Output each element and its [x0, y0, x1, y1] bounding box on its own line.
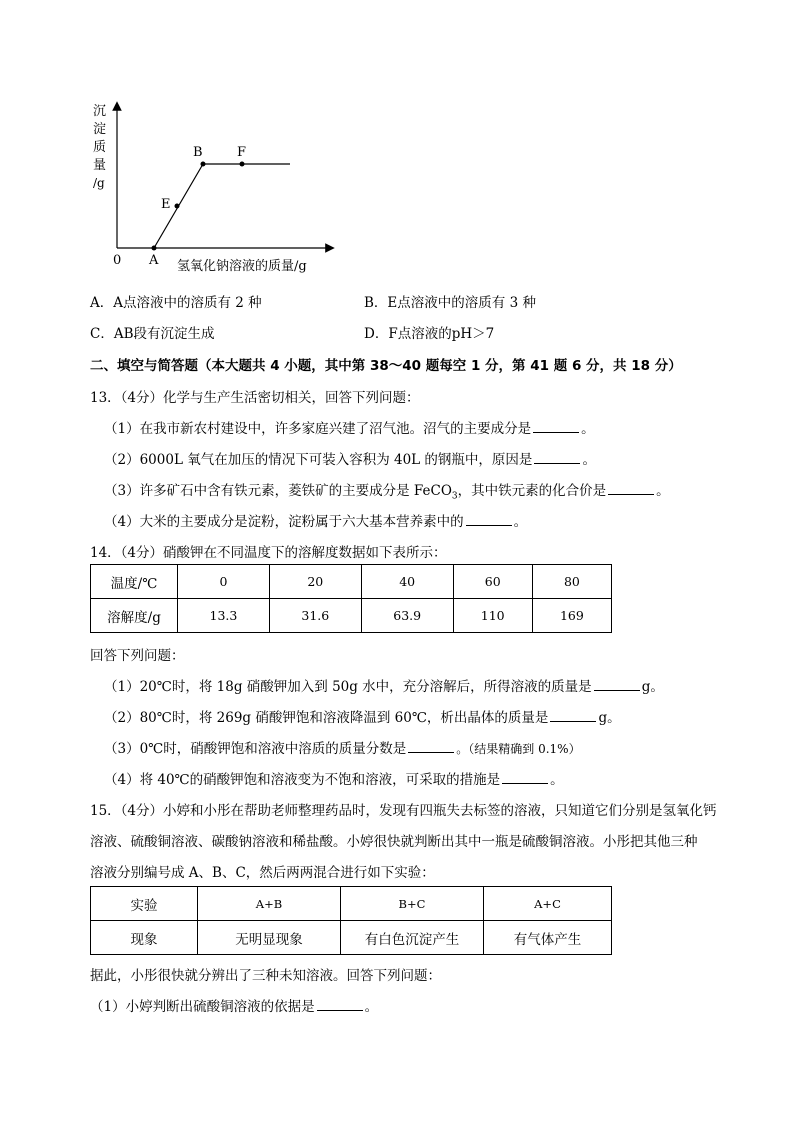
q14-part1: [104, 675, 664, 695]
answer-blank[interactable]: [408, 740, 454, 753]
answer-blank[interactable]: [594, 678, 640, 691]
table-row: [91, 599, 612, 633]
answer-blank[interactable]: [502, 771, 548, 784]
answer-blank[interactable]: [550, 709, 596, 722]
q13-part4-end: 。: [513, 514, 528, 530]
q13-part3-end: 。: [656, 483, 670, 499]
table-cell: 现象: [91, 921, 198, 955]
table-cell: 110: [453, 599, 532, 633]
point-f-label: F: [237, 145, 247, 160]
answer-blank[interactable]: [533, 420, 579, 433]
answer-blank[interactable]: [534, 451, 580, 464]
q15-line1: 15．（4分）小婷和小彤在帮助老师整理药品时，发现有四瓶失去标签的溶液，只知道它们分别是氢氧化钙: [90, 803, 717, 819]
point-b-label: B: [193, 145, 203, 160]
q13-part2-text: （2）6000L 氧气在加压的情况下可装入容积为 40L 的钢瓶中，原因是: [104, 452, 533, 468]
q14-part3: [104, 737, 581, 757]
x-axis-label: 氢氧化钠溶液的质量/g: [177, 259, 307, 274]
q14-part2-text: （2）80℃时，将 269g 硝酸钾饱和溶液降温到 60℃，析出晶体的质量是: [104, 710, 549, 726]
table-cell: 有气体产生: [484, 921, 612, 955]
q15-after: 据此，小彤很快就分辨出了三种未知溶液。回答下列问题：: [90, 968, 441, 984]
q15-line2: 溶液、硫酸铜溶液、碳酸钠溶液和稀盐酸。小婷很快就判断出其中一瓶是硫酸铜溶液。小彤把其他三种: [90, 834, 698, 850]
q13-part1: [104, 417, 595, 437]
table-cell: B+C: [341, 887, 484, 921]
q14-part4-end: 。: [550, 772, 564, 788]
q14-part3-text: （3）0℃时，硝酸钾饱和溶液中溶质的质量分数是: [104, 741, 407, 757]
y-axis-label-3: 质: [93, 140, 107, 155]
q13-part1-end: 。: [581, 421, 595, 437]
table-cell: 31.6: [269, 599, 361, 633]
q13-part3-subscript: 3: [451, 491, 458, 502]
origin-label: 0: [113, 253, 122, 268]
q13-stem: 13．（4分）化学与生产生活密切相关，回答下列问题：: [90, 390, 420, 406]
q14-part4: [104, 768, 564, 788]
q14-part4-text: （4）将 40℃的硝酸钾饱和溶液变为不饱和溶液，可采取的措施是: [104, 772, 501, 788]
q15-part1: [90, 995, 378, 1015]
y-axis-label-1: 沉: [93, 104, 107, 119]
y-axis-label-4: 量: [93, 158, 107, 173]
q13-part1-text: （1）在我市新农村建设中，许多家庭兴建了沼气池。沼气的主要成分是: [104, 421, 532, 437]
q15-line3: 溶液分别编号成 A、B、C，然后两两混合进行如下实验：: [90, 865, 435, 881]
table-cell: 20: [269, 565, 361, 599]
answer-blank[interactable]: [608, 482, 654, 495]
table-cell: 有白色沉淀产生: [341, 921, 484, 955]
table-row: [91, 565, 612, 599]
table-cell: A+B: [198, 887, 341, 921]
experiment-table: [90, 886, 612, 955]
point-e-label: E: [161, 197, 171, 212]
table-cell: 60: [453, 565, 532, 599]
table-cell: 实验: [91, 887, 198, 921]
table-cell: 80: [532, 565, 611, 599]
q14-part2: [104, 706, 621, 726]
point-e-dot: [175, 204, 180, 209]
solubility-table: [90, 564, 612, 633]
table-row: [91, 887, 612, 921]
y-axis-label-2: 淀: [93, 122, 107, 137]
point-f-dot: [240, 162, 245, 167]
q15-part1-end: 。: [364, 999, 379, 1015]
q14-stem: 14．（4分）硝酸钾在不同温度下的溶解度数据如下表所示：: [90, 545, 447, 561]
point-a-label: A: [149, 253, 159, 268]
q13-part3-text2: ，其中铁元素的化合价是: [457, 483, 607, 499]
table-cell: A+C: [484, 887, 612, 921]
table-cell: 169: [532, 599, 611, 633]
q13-part2: [104, 448, 596, 468]
q13-part4: [104, 510, 527, 530]
q14-part2-unit: g: [598, 710, 608, 726]
point-a-dot: [152, 246, 157, 251]
option-b: B．E点溶液中的溶质有 3 种: [364, 295, 536, 311]
answer-blank[interactable]: [317, 998, 363, 1011]
q13-part3: [104, 479, 670, 502]
q13-part2-end: 。: [582, 452, 596, 468]
q14-part1-unit: g: [641, 679, 651, 695]
table-cell: 无明显现象: [198, 921, 341, 955]
precipitate-graph: [85, 98, 345, 280]
table-cell: 0: [178, 565, 270, 599]
answer-blank[interactable]: [466, 513, 512, 526]
q14-prompt: 回答下列问题：: [90, 648, 185, 664]
table-row: [91, 921, 612, 955]
option-a: A．A点溶液中的溶质有 2 种: [90, 295, 262, 311]
table-cell: 13.3: [178, 599, 270, 633]
q14-part1-end: 。: [650, 679, 664, 695]
table-cell: 温度/℃: [91, 565, 178, 599]
y-axis-label-5: /g: [93, 176, 105, 190]
q15-part1-text: （1）小婷判断出硫酸铜溶液的依据是: [90, 999, 315, 1015]
option-d: D．F点溶液的pH＞7: [364, 326, 495, 342]
q13-part4-text: （4）大米的主要成分是淀粉，淀粉属于六大基本营养素中的: [104, 514, 464, 530]
q14-part1-text: （1）20℃时，将 18g 硝酸钾加入到 50g 水中，充分溶解后，所得溶液的质量是: [104, 679, 592, 695]
q14-part3-note: 。（结果精确到 0.1%）: [456, 742, 581, 756]
q14-part2-end: 。: [607, 710, 621, 726]
table-cell: 溶解度/g: [91, 599, 178, 633]
section-title: 二、填空与简答题（本大题共 4 小题，其中第 38～40 题每空 1 分，第 41 题 6 分，共 18 分）: [90, 358, 682, 374]
option-c: C．AB段有沉淀生成: [90, 326, 215, 342]
q13-part3-text: （3）许多矿石中含有铁元素，菱铁矿的主要成分是 FeCO: [104, 483, 452, 499]
table-cell: 40: [361, 565, 453, 599]
point-b-dot: [201, 162, 206, 167]
table-cell: 63.9: [361, 599, 453, 633]
